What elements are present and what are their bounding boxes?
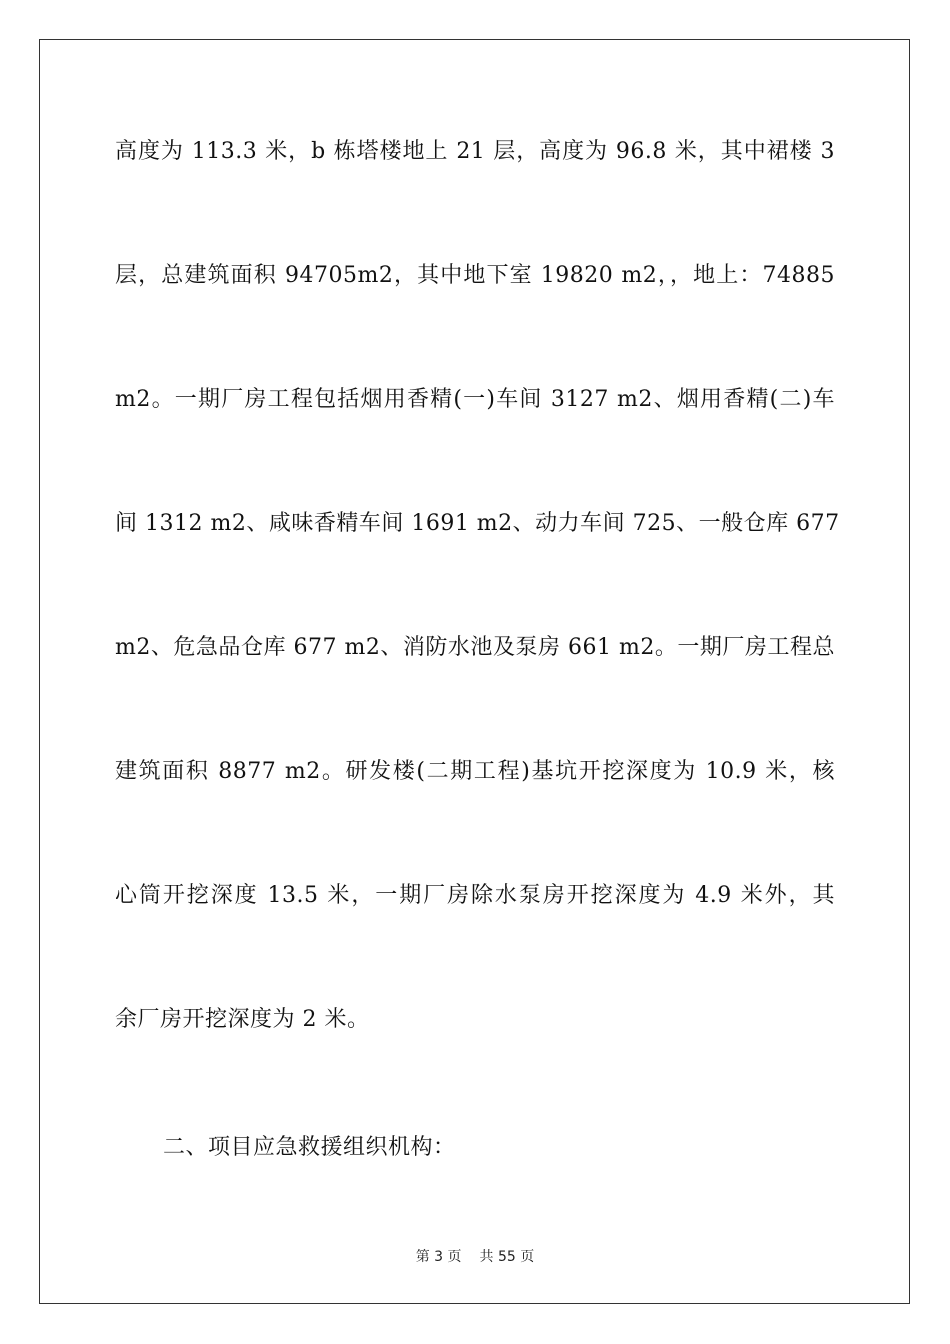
body-line-5: m2、危急品仓库 677 m2、消防水池及泵房 661 m2。一期厂房工程总	[115, 635, 835, 660]
page-number: 第 3 页	[415, 1249, 462, 1265]
body-line-1: 高度为 113.3 米，b 栋塔楼地上 21 层，高度为 96.8 米，其中裙楼 3	[115, 139, 835, 164]
body-line-6: 建筑面积 8877 m2。研发楼(二期工程)基坑开挖深度为 10.9 米，核	[115, 759, 835, 784]
page-footer	[0, 1246, 950, 1266]
body-line-8: 余厂房开挖深度为 2 米。	[115, 1007, 370, 1032]
body-line-3: m2。一期厂房工程包括烟用香精(一)车间 3127 m2、烟用香精(二)车	[115, 387, 835, 412]
body-line-4: 间 1312 m2、咸味香精车间 1691 m2、动力车间 725、一般仓库 677	[115, 511, 840, 536]
section-heading: 二、项目应急救援组织机构：	[163, 1135, 456, 1160]
page-total: 共 55 页	[479, 1249, 535, 1265]
page-border	[39, 39, 910, 1304]
body-line-7: 心筒开挖深度 13.5 米，一期厂房除水泵房开挖深度为 4.9 米外，其	[115, 883, 835, 908]
body-line-2: 层，总建筑面积 94705m2，其中地下室 19820 m2，，地上：74885	[115, 263, 835, 288]
